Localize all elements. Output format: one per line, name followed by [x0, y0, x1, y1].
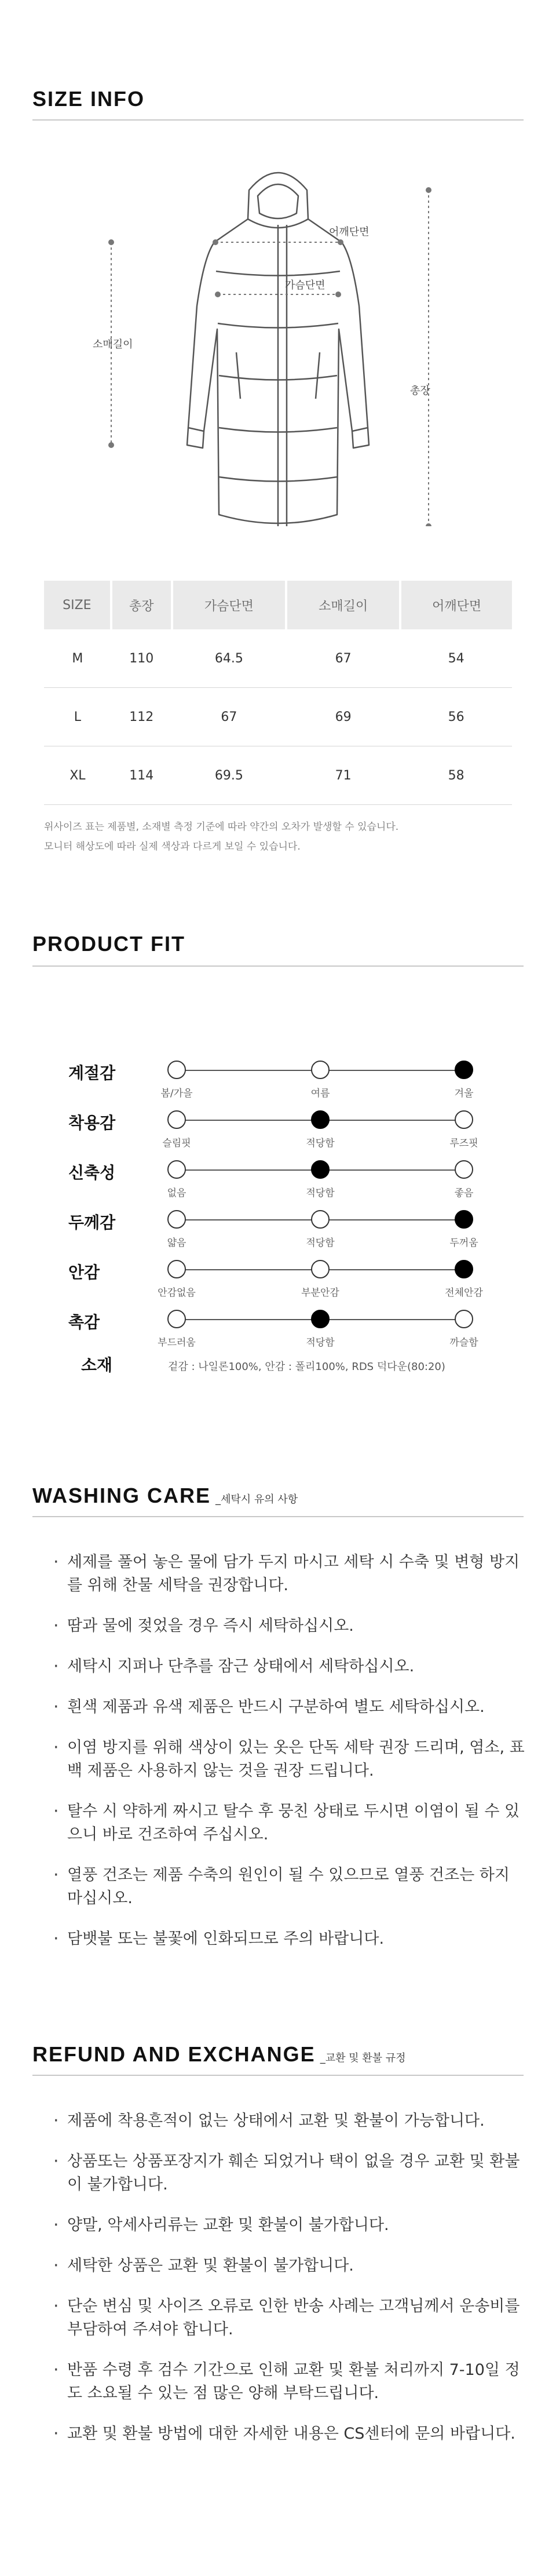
label-length: 총장: [410, 385, 430, 397]
fit-option-label: 적당함: [306, 1187, 335, 1199]
fit-option-label: 여름: [310, 1088, 330, 1099]
fit-dot: [455, 1110, 473, 1129]
fit-row-name: 안감: [68, 1263, 100, 1282]
table-cell: 69: [286, 688, 400, 746]
fit-option-label: 안감없음: [158, 1287, 196, 1299]
washing-care-divider: [32, 1516, 524, 1517]
fit-option-label: 부분안감: [301, 1287, 339, 1299]
washing-care-title: WASHING CARE _세탁시 유의 사항: [32, 1484, 298, 1507]
list-item: · 세탁시 지퍼나 단추를 잠근 상태에서 세탁하십시오.: [52, 1655, 527, 1678]
table-cell: L: [44, 688, 111, 746]
fit-dot-selected: [311, 1110, 330, 1129]
table-row: [44, 688, 512, 746]
refund-title: REFUND AND EXCHANGE _교환 및 환불 규정: [32, 2042, 406, 2066]
fit-option-label: 봄/가을: [160, 1088, 193, 1099]
size-info-title: SIZE INFO: [32, 87, 145, 111]
fit-option-label: 두꺼움: [449, 1237, 478, 1249]
list-item: · 교환 및 환불 방법에 대한 자세한 내용은 CS센터에 문의 바랍니다.: [52, 2422, 527, 2446]
fit-option-label: 겨울: [454, 1088, 474, 1099]
list-item: · 열풍 건조는 제품 수축의 원인이 될 수 있으므로 열풍 건조는 하지 마십시오.: [52, 1864, 527, 1910]
table-cell: 114: [111, 746, 172, 805]
size-table: [44, 581, 512, 805]
product-fit-title: PRODUCT FIT: [32, 932, 185, 956]
table-cell: XL: [44, 746, 111, 805]
table-cell: M: [44, 629, 111, 688]
list-item: · 반품 수령 후 검수 기간으로 인해 교환 및 환불 처리까지 7-10일 정도 소요될 수 있는 점 많은 양해 부탁드립니다.: [52, 2359, 527, 2405]
header-shoulder: 어깨단면: [400, 581, 512, 629]
table-cell: 69.5: [172, 746, 286, 805]
fit-row-name: 두께감: [68, 1213, 116, 1232]
label-shoulder: 어깨단면: [329, 226, 370, 238]
fit-row: [0, 1061, 556, 1113]
label-sleeve: 소매길이: [93, 338, 133, 351]
washing-care-list: [52, 1551, 527, 1968]
fit-dot: [167, 1260, 186, 1278]
fit-dot: [311, 1260, 330, 1278]
fit-option-label: 부드러움: [158, 1337, 196, 1349]
fit-dot: [311, 1210, 330, 1229]
table-cell: 58: [400, 746, 512, 805]
fit-dot: [167, 1061, 186, 1079]
fit-row-name: 착용감: [68, 1113, 116, 1132]
table-cell: 112: [111, 688, 172, 746]
header-length: 총장: [111, 581, 172, 629]
table-cell: 110: [111, 629, 172, 688]
product-fit-divider: [32, 965, 524, 967]
material-label: 소재: [81, 1356, 113, 1375]
fit-option-label: 없음: [167, 1187, 186, 1199]
fit-dot: [167, 1310, 186, 1328]
size-table-header: [44, 581, 512, 629]
color-note: 모니터 해상도에 따라 실제 색상과 다르게 보일 수 있습니다.: [44, 841, 301, 852]
header-size: SIZE: [44, 581, 111, 629]
refund-list: [52, 2109, 527, 2463]
table-cell: 56: [400, 688, 512, 746]
fit-row-name: 촉감: [68, 1313, 100, 1332]
washing-care-subtitle: _세탁시 유의 사항: [215, 1493, 298, 1506]
list-item: · 제품에 착용흔적이 없는 상태에서 교환 및 환불이 가능합니다.: [52, 2109, 527, 2133]
list-item: · 상품또는 상품포장지가 훼손 되었거나 택이 없을 경우 교환 및 환불이 불가합니다.: [52, 2150, 527, 2196]
fit-option-label: 적당함: [306, 1138, 335, 1149]
fit-option-label: 얇음: [167, 1237, 186, 1249]
refund-divider: [32, 2075, 524, 2076]
table-cell: 64.5: [172, 629, 286, 688]
fit-dot: [455, 1310, 473, 1328]
fit-row: [0, 1110, 556, 1163]
fit-option-label: 슬림핏: [162, 1138, 191, 1149]
coat-illustration: [81, 155, 475, 526]
fit-row-name: 신축성: [68, 1163, 116, 1182]
size-note: 위사이즈 표는 제품별, 소재별 측정 기준에 따라 약간의 오차가 발생할 수 있습니다.: [44, 821, 399, 833]
label-chest: 가슴단면: [285, 279, 325, 292]
list-item: · 흰색 제품과 유색 제품은 반드시 구분하여 별도 세탁하십시오.: [52, 1696, 527, 1719]
fit-row: [0, 1260, 556, 1312]
header-chest: 가슴단면: [172, 581, 286, 629]
fit-dot: [167, 1110, 186, 1129]
fit-dot-selected: [455, 1061, 473, 1079]
material-value: 겉감 : 나일론100%, 안감 : 폴리100%, RDS 덕다운(80:20): [168, 1361, 445, 1373]
size-diagram: [81, 155, 475, 526]
list-item: · 양말, 악세사리류는 교환 및 환불이 불가합니다.: [52, 2214, 527, 2237]
table-cell: 54: [400, 629, 512, 688]
fit-dot-selected: [311, 1310, 330, 1328]
fit-dot-selected: [455, 1210, 473, 1229]
fit-dot-selected: [455, 1260, 473, 1278]
fit-dot-selected: [311, 1160, 330, 1179]
fit-dot: [167, 1160, 186, 1179]
list-item: · 단순 변심 및 사이즈 오류로 인한 반송 사례는 고객님께서 운송비를 부담하여 주셔야 합니다.: [52, 2295, 527, 2341]
fit-option-label: 루즈핏: [449, 1138, 478, 1149]
size-info-divider: [32, 119, 524, 121]
table-cell: 67: [286, 629, 400, 688]
header-sleeve: 소매길이: [286, 581, 400, 629]
fit-option-label: 전체안감: [445, 1287, 483, 1299]
refund-subtitle: _교환 및 환불 규정: [320, 2052, 406, 2064]
fit-option-label: 적당함: [306, 1237, 335, 1249]
fit-option-label: 까슬함: [449, 1337, 478, 1349]
fit-dot: [455, 1160, 473, 1179]
list-item: · 세제를 풀어 놓은 물에 담가 두지 마시고 세탁 시 수축 및 변형 방지를 위해 찬물 세탁을 권장합니다.: [52, 1551, 527, 1597]
fit-option-label: 좋음: [454, 1187, 474, 1199]
list-item: · 세탁한 상품은 교환 및 환불이 불가합니다.: [52, 2254, 527, 2278]
fit-row: [0, 1160, 556, 1212]
table-cell: 71: [286, 746, 400, 805]
table-cell: 67: [172, 688, 286, 746]
table-row: [44, 746, 512, 805]
fit-row: [0, 1210, 556, 1262]
list-item: · 탈수 시 약하게 짜시고 탈수 후 뭉친 상태로 두시면 이염이 될 수 있으니 바로 건조하여 주십시오.: [52, 1800, 527, 1846]
fit-dot: [167, 1210, 186, 1229]
list-item: · 이염 방지를 위해 색상이 있는 옷은 단독 세탁 권장 드리며, 염소, 표백 제품은 사용하지 않는 것을 권장 드립니다.: [52, 1736, 527, 1783]
list-item: · 땀과 물에 젖었을 경우 즉시 세탁하십시오.: [52, 1615, 527, 1638]
fit-dot: [311, 1061, 330, 1079]
list-item: · 담뱃불 또는 불꽃에 인화되므로 주의 바랍니다.: [52, 1928, 527, 1951]
fit-option-label: 적당함: [306, 1337, 335, 1349]
fit-row-name: 계절감: [68, 1063, 116, 1083]
table-row: [44, 629, 512, 688]
